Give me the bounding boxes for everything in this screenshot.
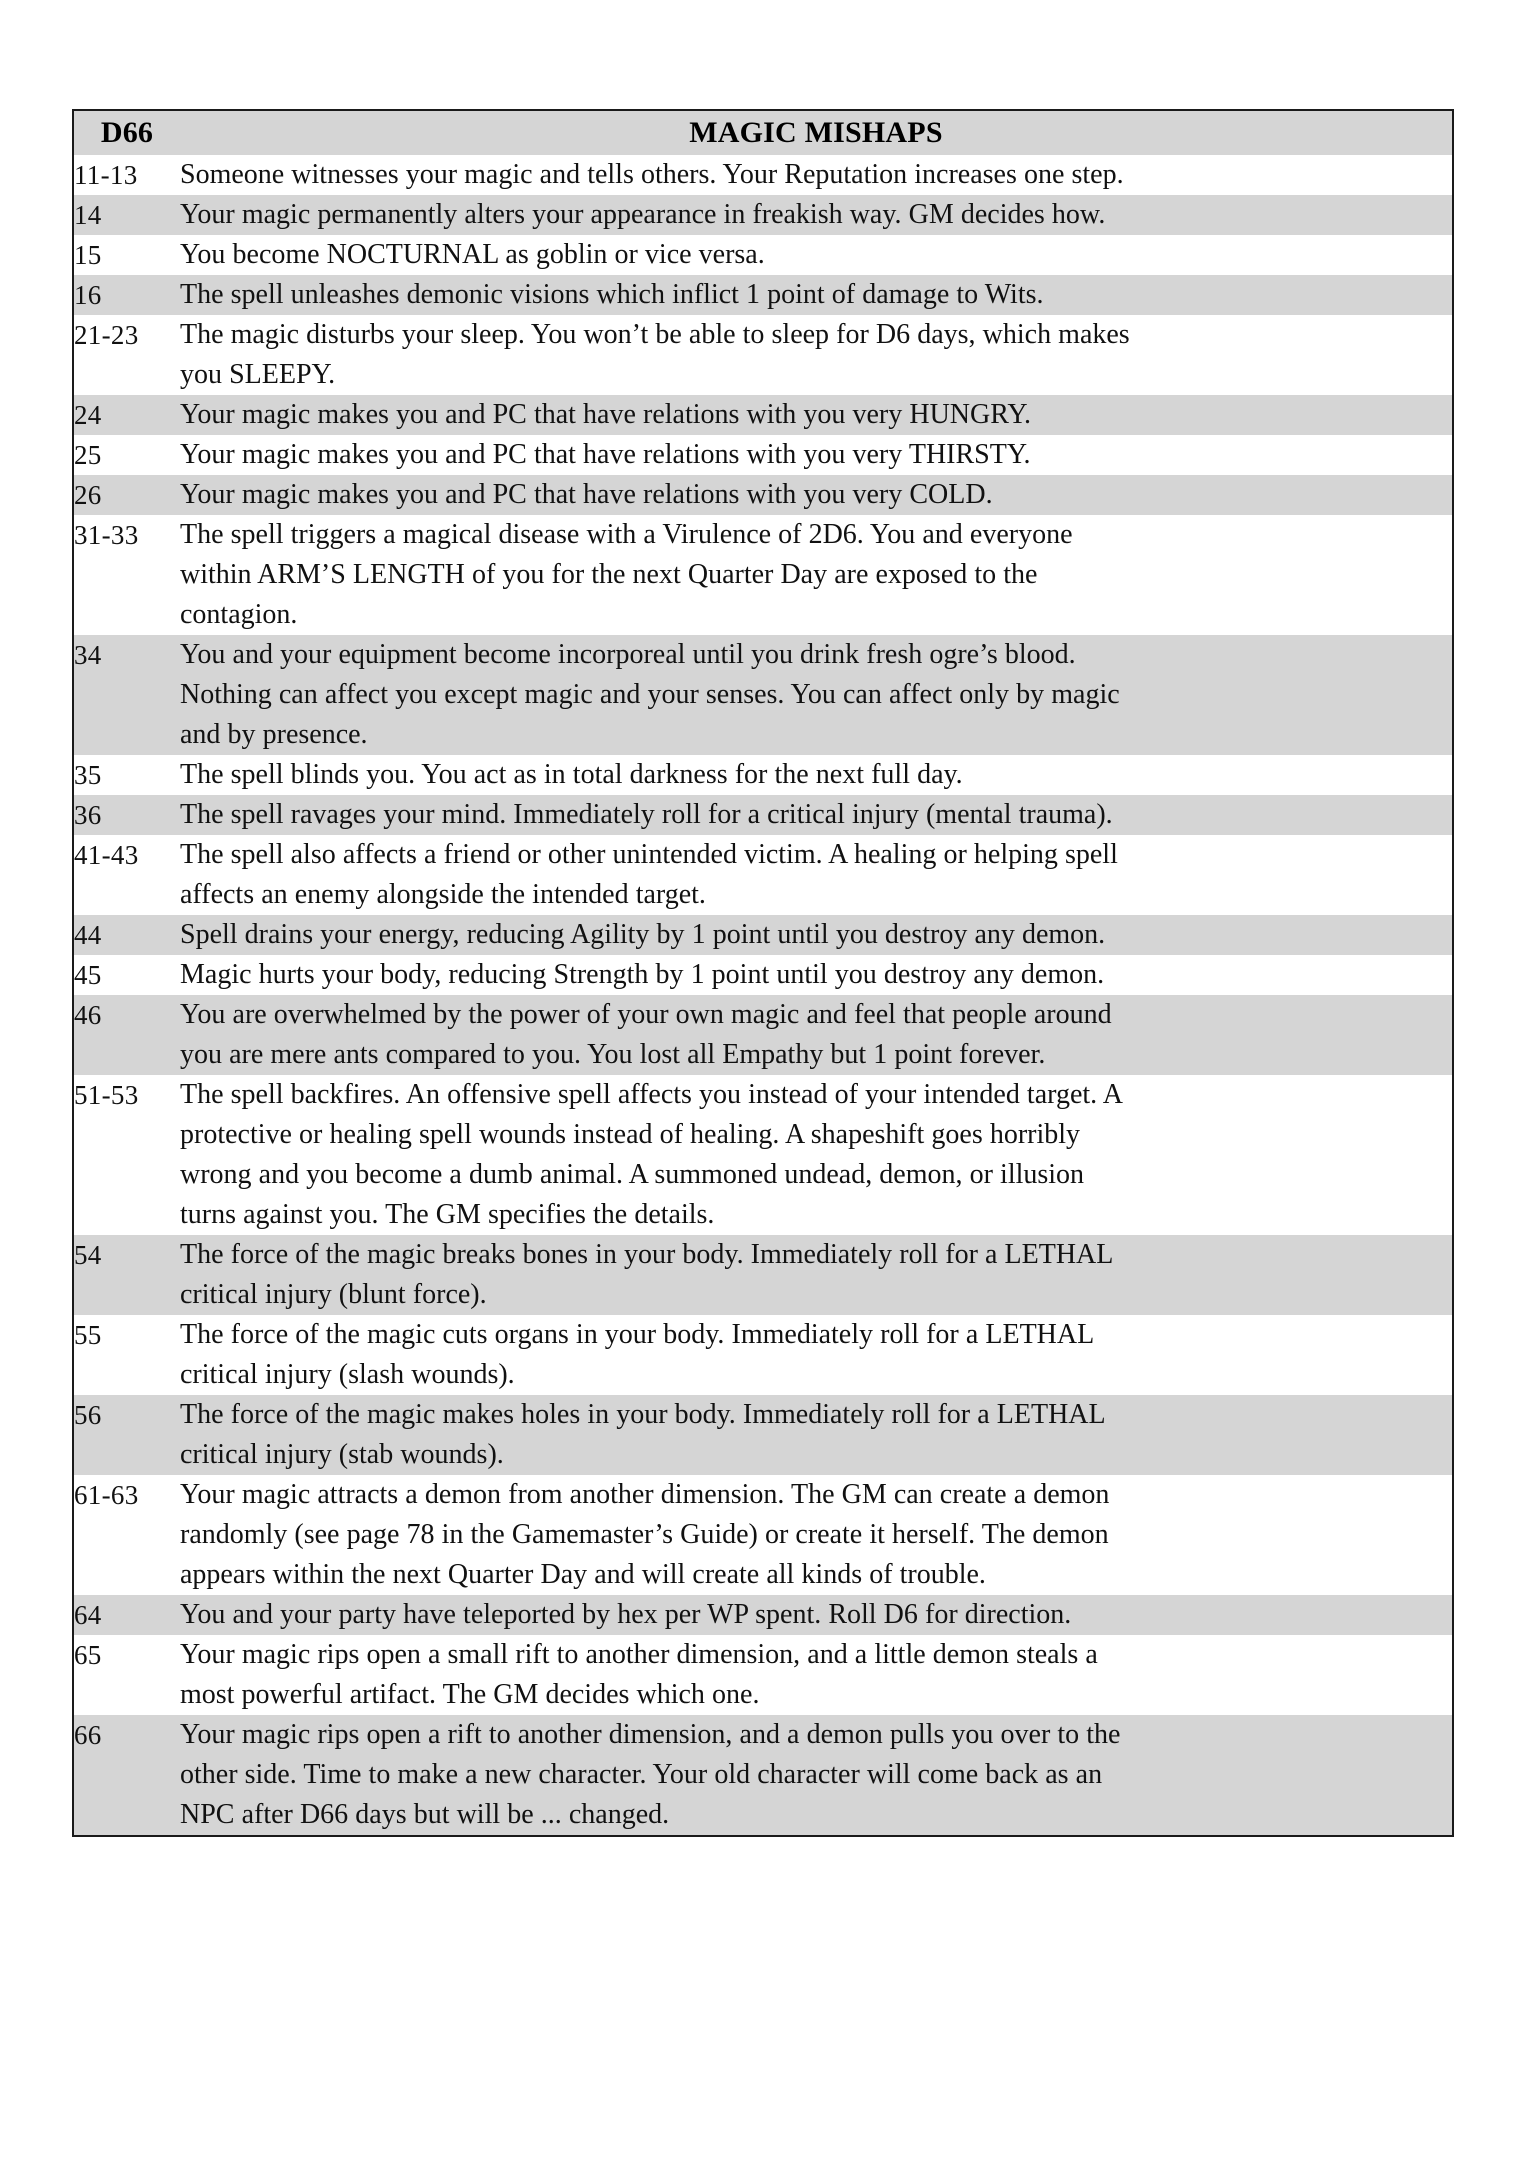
column-header-title: MAGIC MISHAPS (180, 111, 1452, 155)
table-row (74, 1075, 1452, 1235)
description-line: Your magic rips open a rift to another dimension, and a demon pulls you over to the (180, 1719, 1121, 1750)
table-row (74, 1235, 1452, 1315)
description-line: You and your equipment become incorporeal until you drink fresh ogre’s blood. (180, 639, 1076, 670)
mishap-description-cell (180, 795, 1452, 835)
table-body (74, 155, 1452, 1835)
description-line: The force of the magic makes holes in your body. Immediately roll for a LETHAL (180, 1399, 1106, 1430)
table-row (74, 155, 1452, 195)
description-line: within ARM’S LENGTH of you for the next Quarter Day are exposed to the (180, 559, 1038, 590)
description-line: The spell unleashes demonic visions which inflict 1 point of damage to Wits. (180, 279, 1044, 310)
mishap-description-cell (180, 1075, 1452, 1235)
description-line: The spell ravages your mind. Immediately roll for a critical injury (mental trauma). (180, 799, 1113, 830)
description-line: You are overwhelmed by the power of your own magic and feel that people around (180, 999, 1112, 1030)
description-line: Your magic rips open a small rift to another dimension, and a little demon steals a (180, 1639, 1098, 1670)
roll-range-cell: 65 (74, 1635, 180, 1715)
description-line: Your magic permanently alters your appearance in freakish way. GM decides how. (180, 199, 1106, 230)
mishap-description-cell (180, 755, 1452, 795)
roll-range-cell: 35 (74, 755, 180, 795)
mishap-description-cell (180, 515, 1452, 635)
roll-range-cell: 41-43 (74, 835, 180, 915)
description-line: Someone witnesses your magic and tells others. Your Reputation increases one step. (180, 159, 1124, 190)
mishap-description-cell (180, 435, 1452, 475)
description-line: appears within the next Quarter Day and will create all kinds of trouble. (180, 1559, 986, 1590)
mishap-description-cell (180, 1595, 1452, 1635)
description-line: Spell drains your energy, reducing Agility by 1 point until you destroy any demon. (180, 919, 1106, 950)
mishap-description-cell (180, 235, 1452, 275)
description-line: The spell blinds you. You act as in total darkness for the next full day. (180, 759, 963, 790)
roll-range-cell: 36 (74, 795, 180, 835)
roll-range-cell: 44 (74, 915, 180, 955)
description-line: you SLEEPY. (180, 359, 336, 390)
mishap-description-cell (180, 1235, 1452, 1315)
mishap-description-cell (180, 155, 1452, 195)
roll-range-cell: 15 (74, 235, 180, 275)
description-line: critical injury (slash wounds). (180, 1359, 515, 1390)
magic-mishaps-table (74, 111, 1452, 1835)
mishap-description-cell (180, 395, 1452, 435)
description-line: other side. Time to make a new character. Your old character will come back as an (180, 1759, 1103, 1790)
description-line: The force of the magic cuts organs in your body. Immediately roll for a LETHAL (180, 1319, 1095, 1350)
column-header-roll: D66 (74, 111, 180, 155)
roll-range-cell: 11-13 (74, 155, 180, 195)
roll-range-cell: 24 (74, 395, 180, 435)
roll-range-cell: 61-63 (74, 1475, 180, 1595)
description-line: most powerful artifact. The GM decides which one. (180, 1679, 760, 1710)
description-line: Your magic makes you and PC that have relations with you very HUNGRY. (180, 399, 1031, 430)
table-row (74, 275, 1452, 315)
table-row (74, 755, 1452, 795)
roll-range-cell: 34 (74, 635, 180, 755)
description-line: critical injury (blunt force). (180, 1279, 487, 1310)
description-line: The spell backfires. An offensive spell affects you instead of your intended target. A (180, 1079, 1123, 1110)
mishap-description-cell (180, 955, 1452, 995)
description-line: Your magic makes you and PC that have relations with you very THIRSTY. (180, 439, 1031, 470)
table-row (74, 1715, 1452, 1835)
roll-range-cell: 64 (74, 1595, 180, 1635)
roll-range-cell: 54 (74, 1235, 180, 1315)
description-line: The magic disturbs your sleep. You won’t be able to sleep for D6 days, which makes (180, 319, 1130, 350)
table-row (74, 435, 1452, 475)
mishap-description-cell (180, 635, 1452, 755)
description-line: randomly (see page 78 in the Gamemaster’s Guide) or create it herself. The demon (180, 1519, 1109, 1550)
roll-range-cell: 21-23 (74, 315, 180, 395)
roll-range-cell: 25 (74, 435, 180, 475)
table-row (74, 315, 1452, 395)
description-line: You and your party have teleported by hex per WP spent. Roll D6 for direction. (180, 1599, 1072, 1630)
description-line: NPC after D66 days but will be ... changed. (180, 1799, 670, 1830)
mishap-description-cell (180, 835, 1452, 915)
description-line: protective or healing spell wounds instead of healing. A shapeshift goes horribly (180, 1119, 1081, 1150)
description-line: critical injury (stab wounds). (180, 1439, 504, 1470)
table-row (74, 915, 1452, 955)
mishap-description-cell (180, 915, 1452, 955)
mishap-description-cell (180, 195, 1452, 235)
description-line: Magic hurts your body, reducing Strength by 1 point until you destroy any demon. (180, 959, 1105, 990)
table-row (74, 635, 1452, 755)
roll-range-cell: 45 (74, 955, 180, 995)
table-row (74, 195, 1452, 235)
roll-range-cell: 56 (74, 1395, 180, 1475)
description-line: Your magic attracts a demon from another dimension. The GM can create a demon (180, 1479, 1110, 1510)
mishap-description-cell (180, 1475, 1452, 1595)
table-row (74, 1595, 1452, 1635)
description-line: affects an enemy alongside the intended target. (180, 879, 706, 910)
description-line: The spell also affects a friend or other unintended victim. A healing or helping spell (180, 839, 1118, 870)
roll-range-cell: 26 (74, 475, 180, 515)
mishap-description-cell (180, 1715, 1452, 1835)
mishap-description-cell (180, 275, 1452, 315)
description-line: turns against you. The GM specifies the details. (180, 1199, 715, 1230)
table-row (74, 235, 1452, 275)
table-row (74, 1635, 1452, 1715)
roll-range-cell: 66 (74, 1715, 180, 1835)
description-line: Your magic makes you and PC that have relations with you very COLD. (180, 479, 993, 510)
description-line: The spell triggers a magical disease with a Virulence of 2D6. You and everyone (180, 519, 1073, 550)
description-line: and by presence. (180, 719, 368, 750)
table-row (74, 1475, 1452, 1595)
description-line: wrong and you become a dumb animal. A summoned undead, demon, or illusion (180, 1159, 1085, 1190)
mishap-description-cell (180, 1635, 1452, 1715)
mishap-description-cell (180, 1315, 1452, 1395)
table-row (74, 795, 1452, 835)
roll-range-cell: 55 (74, 1315, 180, 1395)
description-line: you are mere ants compared to you. You lost all Empathy but 1 point forever. (180, 1039, 1046, 1070)
table-row (74, 475, 1452, 515)
roll-range-cell: 14 (74, 195, 180, 235)
description-line: Nothing can affect you except magic and your senses. You can affect only by magic (180, 679, 1120, 710)
mishap-description-cell (180, 995, 1452, 1075)
roll-range-cell: 16 (74, 275, 180, 315)
roll-range-cell: 31-33 (74, 515, 180, 635)
table-row (74, 1315, 1452, 1395)
mishap-description-cell (180, 475, 1452, 515)
description-line: The force of the magic breaks bones in your body. Immediately roll for a LETHAL (180, 1239, 1114, 1270)
mishap-description-cell (180, 1395, 1452, 1475)
mishap-description-cell (180, 315, 1452, 395)
table-row (74, 395, 1452, 435)
table-header-row (74, 111, 1452, 155)
roll-range-cell: 46 (74, 995, 180, 1075)
table-row (74, 515, 1452, 635)
roll-range-cell: 51-53 (74, 1075, 180, 1235)
table-row (74, 955, 1452, 995)
table-header (74, 111, 1452, 155)
table-row (74, 835, 1452, 915)
table-row (74, 995, 1452, 1075)
magic-mishaps-table-container (72, 109, 1454, 1837)
description-line: contagion. (180, 599, 298, 630)
description-line: You become NOCTURNAL as goblin or vice versa. (180, 239, 765, 270)
table-row (74, 1395, 1452, 1475)
